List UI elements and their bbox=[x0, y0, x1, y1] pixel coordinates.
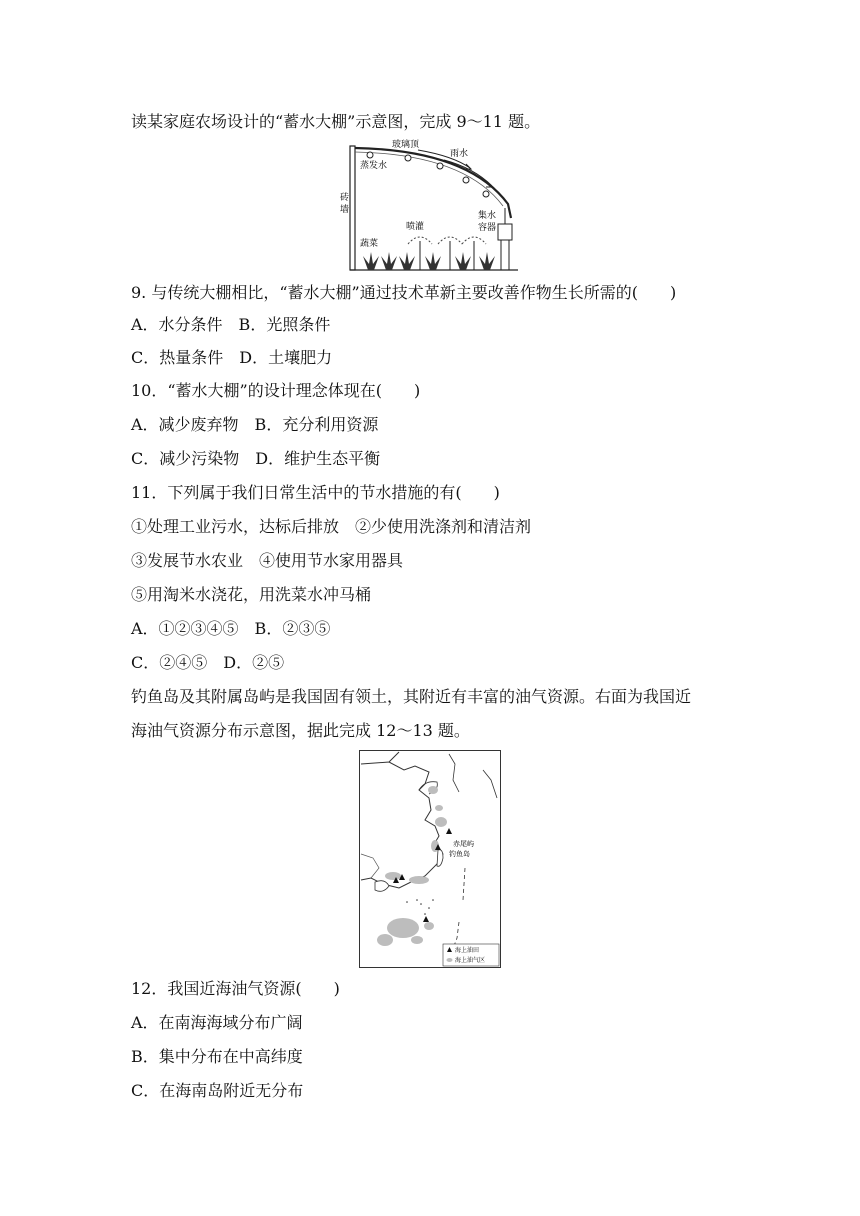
q12-option-a: A．在南海海域分布广阔 bbox=[131, 1013, 303, 1032]
q12-option-c: C．在海南岛附近无分布 bbox=[131, 1081, 304, 1100]
q9-stem: 9. 与传统大棚相比，“蓄水大棚”通过技术革新主要改善作物生长所需的( ) bbox=[131, 283, 677, 302]
q9-options-ab: A．水分条件 B．光照条件 bbox=[131, 315, 331, 334]
oil-gas-map bbox=[359, 750, 501, 968]
intro-text-12-13-line1: 钓鱼岛及其附属岛屿是我国固有领土，其附近有丰富的油气资源。右面为我国近 bbox=[131, 687, 692, 706]
q12-option-b: B．集中分布在中高纬度 bbox=[131, 1047, 303, 1066]
greenhouse-diagram bbox=[340, 138, 520, 272]
q11-options-cd: C．②④⑤ D．②⑤ bbox=[131, 653, 285, 672]
label-evaporation: 蒸发水 bbox=[360, 161, 388, 171]
q11-items-1-2: ①处理工业污水，达标后排放 ②少使用洗涤剂和清洁剂 bbox=[131, 517, 532, 536]
intro-text-12-13-line2: 海油气资源分布示意图，据此完成 12～13 题。 bbox=[131, 721, 470, 740]
label-container: 容器 bbox=[478, 223, 497, 233]
label-wall: 墙 bbox=[340, 205, 350, 215]
legend-oil-gas-area: 海上油气区 bbox=[455, 957, 486, 964]
q9-options-cd: C．热量条件 D．土壤肥力 bbox=[131, 348, 333, 367]
intro-text-9-11: 读某家庭农场设计的“蓄水大棚”示意图，完成 9～11 题。 bbox=[131, 112, 541, 131]
label-vegetables: 蔬菜 bbox=[360, 239, 379, 249]
q12-stem: 12．我国近海油气资源( ) bbox=[131, 979, 340, 998]
q10-stem: 10．“蓄水大棚”的设计理念体现在( ) bbox=[131, 381, 421, 400]
q11-stem: 11．下列属于我们日常生活中的节水措施的有( ) bbox=[131, 483, 500, 502]
label-glass-roof: 玻璃顶 bbox=[392, 140, 420, 150]
q11-options-ab: A．①②③④⑤ B．②③⑤ bbox=[131, 619, 331, 638]
label-sprinkler: 喷灌 bbox=[406, 222, 425, 232]
q11-items-3-4: ③发展节水农业 ④使用节水家用器具 bbox=[131, 551, 404, 570]
label-brick: 砖 bbox=[340, 193, 350, 203]
q10-options-ab: A．减少废弃物 B．充分利用资源 bbox=[131, 415, 379, 434]
legend-oil-field: 海上油田 bbox=[455, 947, 480, 954]
q10-options-cd: C．减少污染物 D．维护生态平衡 bbox=[131, 449, 381, 468]
q11-item-5: ⑤用淘米水浇花，用洗菜水冲马桶 bbox=[131, 585, 372, 604]
label-rain: 雨水 bbox=[450, 149, 469, 159]
label-collect-water: 集水 bbox=[478, 211, 497, 221]
label-diaoyu-island: 钓鱼岛 bbox=[449, 850, 470, 858]
legend-oil-gas-area-icon bbox=[447, 958, 453, 962]
label-chiwei-island: 赤尾屿 bbox=[453, 840, 474, 848]
